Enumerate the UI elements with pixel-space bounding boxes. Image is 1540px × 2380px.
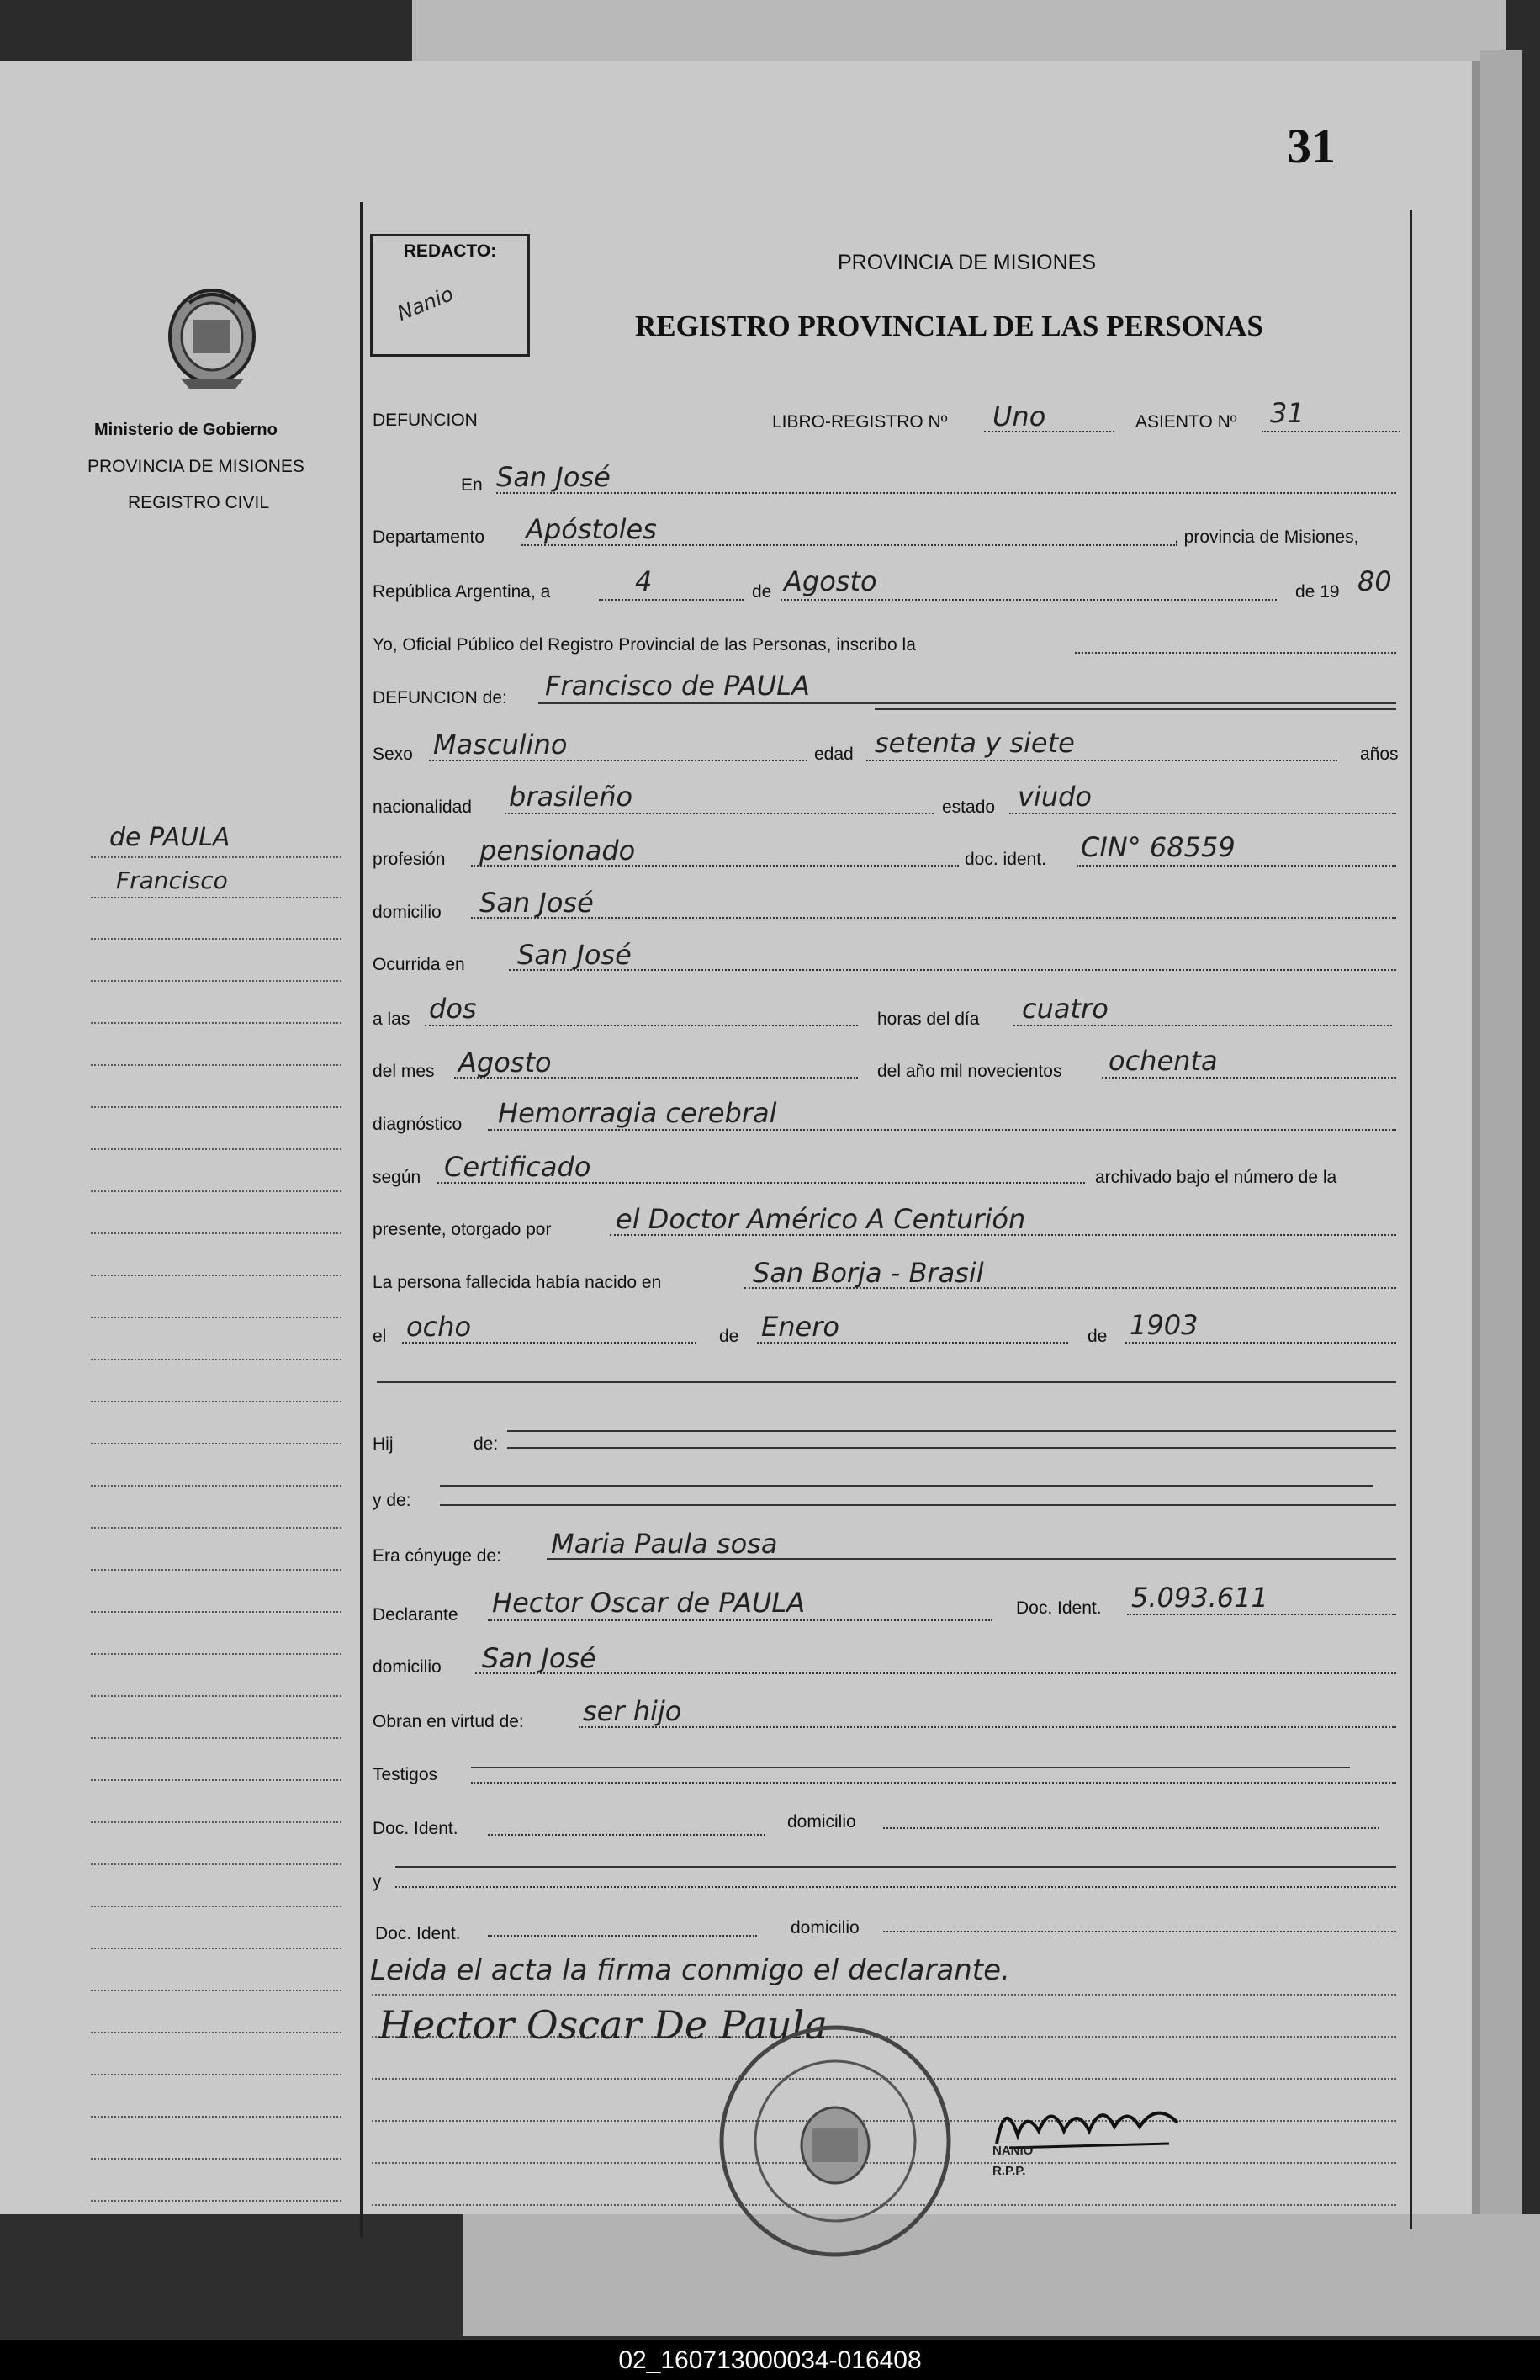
- el-value: ocho: [406, 1311, 472, 1343]
- segun-value: Certificado: [444, 1151, 591, 1183]
- stamp-line-1: NANIO: [992, 2144, 1034, 2158]
- profesion-value: pensionado: [479, 835, 636, 867]
- nacido-value: San Borja - Brasil: [753, 1257, 984, 1289]
- doc-ident3-label: Doc. Ident.: [373, 1819, 458, 1838]
- redacto-value: Nanio: [394, 282, 457, 326]
- presente-value: el Doctor Américo A Centurión: [616, 1203, 1026, 1235]
- asiento-label: ASIENTO Nº: [1135, 412, 1237, 432]
- anio-value: 80: [1357, 565, 1392, 597]
- doc-ident2-value: 5.093.611: [1131, 1582, 1268, 1614]
- deenero-value: Enero: [761, 1311, 839, 1343]
- dia-value: 4: [635, 565, 653, 597]
- yde-label: y de:: [373, 1491, 411, 1510]
- declarante-value: Hector Oscar de PAULA: [492, 1587, 806, 1619]
- domicilio-label: domicilio: [373, 903, 442, 922]
- conyuge-value: Maria Paula sosa: [551, 1528, 778, 1560]
- doc-ident4-label: Doc. Ident.: [375, 1924, 461, 1943]
- defuncion-label: DEFUNCION: [373, 411, 478, 430]
- diagnostico-label: diagnóstico: [373, 1115, 463, 1134]
- nacido-label: La persona fallecida había nacido en: [373, 1273, 662, 1292]
- ministry-title: Ministerio de Gobierno: [94, 421, 278, 439]
- redacto-box: [370, 234, 530, 357]
- obran-label: Obran en virtud de:: [373, 1712, 524, 1731]
- hij-de-label: de:: [474, 1434, 499, 1454]
- yo-text: Yo, Oficial Público del Registro Provincial de las Personas, inscribo la: [373, 635, 916, 655]
- domicilio2-value: San José: [482, 1642, 596, 1674]
- margin-surname: de PAULA: [109, 823, 230, 852]
- sexo-value: Masculino: [433, 729, 568, 761]
- bottom-paper: [463, 2214, 1540, 2336]
- profesion-label: profesión: [373, 850, 446, 869]
- testigos-label: Testigos: [373, 1765, 438, 1784]
- right-border: [1410, 210, 1412, 2229]
- libro-value: Uno: [992, 400, 1046, 432]
- de-label: de: [752, 582, 772, 602]
- edad-label: edad: [814, 745, 854, 764]
- delanio-label: del año mil novecientos: [877, 1062, 1062, 1081]
- provincia-label: , provincia de Misiones,: [1174, 527, 1359, 547]
- archivado-label: archivado bajo el número de la: [1095, 1168, 1337, 1187]
- de-anio-value: 1903: [1130, 1309, 1199, 1341]
- presente-label: presente, otorgado por: [373, 1220, 552, 1239]
- ocurrida-value: San José: [517, 939, 632, 971]
- delmes-value: Agosto: [458, 1047, 552, 1079]
- hij-label: Hij: [373, 1434, 394, 1454]
- conyuge-label: Era cónyuge de:: [373, 1546, 501, 1566]
- delmes-label: del mes: [373, 1062, 435, 1081]
- registry-heading: REGISTRO PROVINCIAL DE LAS PERSONAS: [635, 310, 1263, 342]
- sexo-label: Sexo: [373, 745, 413, 764]
- defuncion-de-label: DEFUNCION de:: [373, 688, 507, 708]
- domicilio-value: San José: [479, 887, 594, 919]
- book-edge: [1480, 50, 1522, 2238]
- page-top-strip: [412, 0, 1506, 61]
- segun-label: según: [373, 1168, 421, 1187]
- deenero-label: de: [719, 1327, 739, 1346]
- estado-label: estado: [942, 798, 996, 817]
- image-caption: 02_160713000034-016408: [0, 2340, 1540, 2380]
- doc-ident-label: doc. ident.: [965, 850, 1046, 869]
- domicilio4-label: domicilio: [791, 1918, 860, 1937]
- ocurrida-label: Ocurrida en: [373, 955, 465, 974]
- declarante-signature: Hector Oscar De Paula: [378, 2002, 828, 2048]
- doc-ident2-label: Doc. Ident.: [1016, 1598, 1102, 1618]
- edad-value: setenta y siete: [875, 727, 1075, 759]
- margin-name: Francisco: [116, 867, 228, 894]
- defuncion-de-value: Francisco de PAULA: [545, 670, 810, 702]
- en-value: San José: [496, 461, 611, 493]
- libro-label: LIBRO-REGISTRO Nº: [772, 412, 948, 432]
- y-label: y: [373, 1872, 382, 1891]
- official-seal-icon: [713, 2019, 957, 2263]
- doc-ident-value: CIN° 68559: [1081, 831, 1236, 863]
- horas-label: horas del día: [877, 1010, 980, 1029]
- mes-value: Agosto: [784, 565, 877, 597]
- coat-of-arms-icon: [164, 286, 261, 391]
- de-anio-label: de: [1088, 1327, 1108, 1346]
- horas-value: cuatro: [1022, 993, 1109, 1025]
- en-label: En: [461, 475, 483, 495]
- asiento-value: 31: [1270, 397, 1305, 429]
- declarante-label: Declarante: [373, 1605, 458, 1625]
- diagnostico-value: Hemorragia cerebral: [498, 1097, 777, 1129]
- nacionalidad-label: nacionalidad: [373, 798, 472, 817]
- domicilio2-label: domicilio: [373, 1657, 442, 1677]
- alas-label: a las: [373, 1010, 410, 1029]
- delanio-value: ochenta: [1109, 1045, 1218, 1077]
- obran-value: ser hijo: [583, 1695, 682, 1727]
- margin-divider: [360, 202, 363, 2238]
- anos-label: años: [1360, 745, 1399, 764]
- alas-value: dos: [429, 993, 477, 1025]
- estado-value: viudo: [1018, 781, 1092, 813]
- redacto-label: REDACTO:: [403, 241, 497, 261]
- de19-label: de 19: [1295, 582, 1340, 602]
- province-heading: PROVINCIA DE MISIONES: [838, 251, 1097, 274]
- ministry-registry: REGISTRO CIVIL: [128, 493, 270, 512]
- republica-label: República Argentina, a: [373, 582, 551, 602]
- stamp-line-2: R.P.P.: [992, 2164, 1026, 2178]
- leida-text: Leida el acta la firma conmigo el declarante.: [370, 1953, 1010, 1987]
- el-label: el: [373, 1327, 387, 1346]
- departamento-value: Apóstoles: [526, 513, 657, 545]
- page-number: 31: [1287, 119, 1336, 173]
- departamento-label: Departamento: [373, 527, 485, 547]
- nacionalidad-value: brasileño: [509, 781, 633, 813]
- ministry-province: PROVINCIA DE MISIONES: [87, 457, 304, 476]
- domicilio3-label: domicilio: [787, 1812, 856, 1831]
